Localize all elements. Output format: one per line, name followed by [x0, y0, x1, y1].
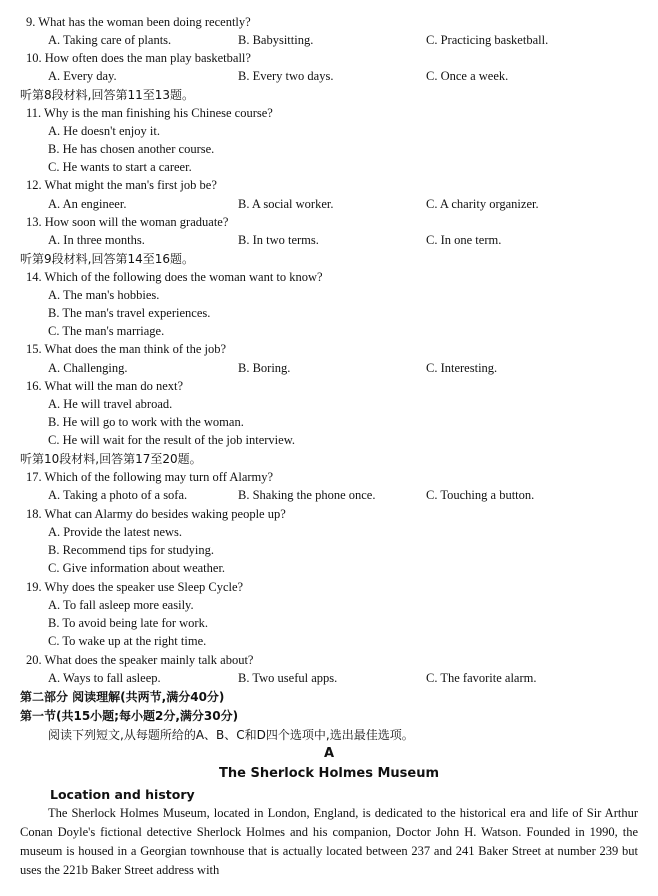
q16-option-c: C. He will wait for the result of the job interview. — [48, 433, 296, 447]
q14-option-b: B. The man's travel experiences. — [48, 306, 211, 320]
q12-option-b: B. A social worker. — [238, 197, 334, 211]
question-12: 12. What might the man's first job be? — [26, 178, 217, 192]
q20-option-a: A. Ways to fall asleep. — [48, 671, 161, 685]
q16-option-b: B. He will go to work with the woman. — [48, 415, 244, 429]
passage-paragraph — [20, 804, 638, 880]
section-1-heading: 第一节(共15小题;每小题2分,满分30分) — [20, 709, 239, 723]
q9-option-b: B. Babysitting. — [238, 33, 314, 47]
q19-option-c: C. To wake up at the right time. — [48, 634, 207, 648]
q12-option-a: A. An engineer. — [48, 197, 127, 211]
q19-option-a: A. To fall asleep more easily. — [48, 598, 194, 612]
q13-option-b: B. In two terms. — [238, 233, 319, 247]
material-9-header: 听第9段材料,回答第14至16题。 — [20, 252, 194, 266]
question-9: 9. What has the woman been doing recently? — [26, 15, 251, 29]
question-18: 18. What can Alarmy do besides waking people up? — [26, 507, 286, 521]
q20-option-b: B. Two useful apps. — [238, 671, 338, 685]
q10-option-c: C. Once a week. — [426, 69, 509, 83]
q9-option-a: A. Taking care of plants. — [48, 33, 172, 47]
q15-option-a: A. Challenging. — [48, 361, 128, 375]
q18-option-b: B. Recommend tips for studying. — [48, 543, 214, 557]
q11-option-a: A. He doesn't enjoy it. — [48, 124, 160, 138]
q20-option-c: C. The favorite alarm. — [426, 671, 537, 685]
question-11: 11. Why is the man finishing his Chinese course? — [26, 106, 273, 120]
question-17: 17. Which of the following may turn off Alarmy? — [26, 470, 274, 484]
q9-option-c: C. Practicing basketball. — [426, 33, 549, 47]
question-15: 15. What does the man think of the job? — [26, 342, 227, 356]
q14-option-a: A. The man's hobbies. — [48, 288, 160, 302]
q13-option-c: C. In one term. — [426, 233, 502, 247]
question-10: 10. How often does the man play basketball? — [26, 51, 251, 65]
part-2-heading: 第二部分 阅读理解(共两节,满分40分) — [20, 690, 225, 704]
reading-instruction: 阅读下列短文,从每题所给的A、B、C和D四个选项中,选出最佳选项。 — [48, 728, 414, 742]
q15-option-b: B. Boring. — [238, 361, 291, 375]
q10-option-a: A. Every day. — [48, 69, 117, 83]
q17-option-b: B. Shaking the phone once. — [238, 488, 376, 502]
passage-letter: A — [323, 746, 335, 761]
material-10-header: 听第10段材料,回答第17至20题。 — [20, 452, 202, 466]
q14-option-c: C. The man's marriage. — [48, 324, 165, 338]
q13-option-a: A. In three months. — [48, 233, 145, 247]
q12-option-c: C. A charity organizer. — [426, 197, 539, 211]
q11-option-b: B. He has chosen another course. — [48, 142, 215, 156]
q11-option-c: C. He wants to start a career. — [48, 160, 192, 174]
question-19: 19. Why does the speaker use Sleep Cycle? — [26, 580, 244, 594]
question-13: 13. How soon will the woman graduate? — [26, 215, 229, 229]
q18-option-a: A. Provide the latest news. — [48, 525, 183, 539]
q17-option-c: C. Touching a button. — [426, 488, 535, 502]
question-20: 20. What does the speaker mainly talk about? — [26, 653, 254, 667]
paragraph-text: The Sherlock Holmes Museum, located in London, England, is dedicated to the historical era and life of Sir Arthur Conan Doyle's fictional detective Sherlock Holmes and his companion, Doctor John H. Watson. Founded in 1990, the museum is housed in a Georgian townhouse that is actually located between 237 and 241 Baker Street at number 239 but uses the 221b Baker Street address with — [20, 806, 638, 877]
q19-option-b: B. To avoid being late for work. — [48, 616, 208, 630]
q15-option-c: C. Interesting. — [426, 361, 498, 375]
section-heading: Location and history — [50, 787, 195, 802]
passage-title: The Sherlock Holmes Museum — [218, 766, 440, 781]
question-16: 16. What will the man do next? — [26, 379, 184, 393]
question-14: 14. Which of the following does the woman want to know? — [26, 270, 323, 284]
material-8-header: 听第8段材料,回答第11至13题。 — [20, 88, 194, 102]
q16-option-a: A. He will travel abroad. — [48, 397, 173, 411]
q17-option-a: A. Taking a photo of a sofa. — [48, 488, 188, 502]
q18-option-c: C. Give information about weather. — [48, 561, 226, 575]
q10-option-b: B. Every two days. — [238, 69, 334, 83]
